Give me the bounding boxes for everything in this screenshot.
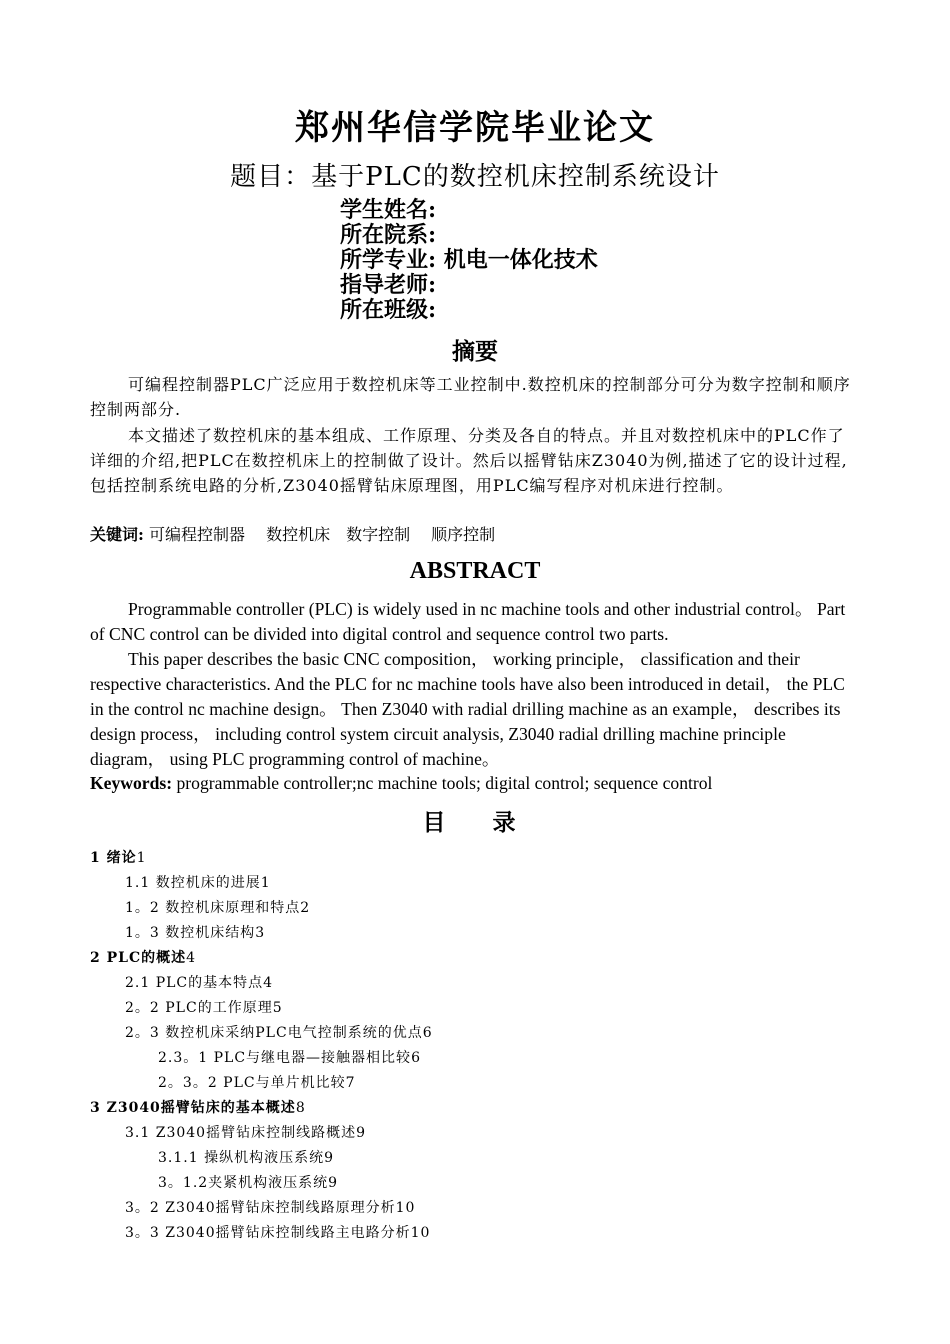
info-row-name — [340, 198, 598, 223]
info-value: 机电一体化技术 — [436, 247, 598, 273]
toc-item-text: 3 Z3040摇臂钻床的基本概述 — [90, 1100, 296, 1116]
toc-item-text: 2。2 PLC的工作原理 — [125, 1000, 273, 1016]
toc-item-page: 9 — [324, 1150, 334, 1166]
toc-item-page: 4 — [263, 975, 274, 991]
abstract-en-paragraph-1: Programmable controller (PLC) is widely used in nc machine tools and other industrial control。 Part of CNC control can be divided into digital control and sequence control two parts. — [90, 599, 846, 644]
student-info-block — [340, 198, 598, 323]
toc-item-text: 2.3。1 PLC与继电器—接触器相比较 — [158, 1050, 412, 1066]
info-row-advisor — [340, 273, 598, 298]
toc-item-text: 1。3 数控机床结构 — [125, 925, 256, 941]
toc-item[interactable] — [90, 946, 196, 970]
toc-item-text: 3。3 Z3040摇臂钻床控制线路主电路分析 — [125, 1225, 411, 1241]
toc-item-page: 9 — [328, 1175, 339, 1191]
toc-item-page: 6 — [422, 1025, 433, 1041]
toc-item[interactable] — [158, 1171, 338, 1195]
abstract-cn-keywords — [90, 522, 495, 548]
toc-item-text: 1.1 数控机床的进展 — [125, 875, 261, 891]
toc-item-page: 10 — [395, 1200, 416, 1216]
toc-item[interactable] — [125, 1196, 415, 1220]
toc-item-text: 1 绪论 — [90, 850, 137, 866]
toc-item-text: 3.1.1 操纵机构液压系统 — [158, 1150, 325, 1166]
thesis-subtitle: 题目：基于PLC的数控机床控制系统设计 — [230, 162, 720, 192]
toc-item-text: 3.1 Z3040摇臂钻床控制线路概述 — [125, 1125, 357, 1141]
toc-item[interactable] — [125, 1221, 430, 1245]
abstract-en-heading: ABSTRACT — [409, 558, 541, 584]
info-label: 学生姓名: — [340, 197, 437, 223]
toc-item[interactable] — [158, 1046, 421, 1070]
toc-item-page: 10 — [410, 1225, 431, 1241]
toc-item-page: 5 — [272, 1000, 283, 1016]
toc-item[interactable] — [125, 971, 273, 995]
toc-item-page: 9 — [356, 1125, 366, 1141]
info-label: 所学专业: — [340, 247, 437, 273]
abstract-cn-paragraph-1: 可编程控制器PLC广泛应用于数控机床等工业控制中.数控机床的控制部分可分为数字控制和顺序控制两部分. — [90, 375, 851, 419]
toc-item[interactable] — [158, 1071, 356, 1095]
toc-item-page: 7 — [345, 1075, 356, 1091]
thesis-title: 郑州华信学院毕业论文 — [295, 108, 655, 148]
toc-item-text: 2 PLC的概述 — [90, 950, 187, 966]
toc-item-text: 2。3。2 PLC与单片机比较 — [158, 1075, 346, 1091]
toc-item-page: 2 — [300, 900, 311, 916]
abstract-cn-paragraph-2: 本文描述了数控机床的基本组成、工作原理、分类及各自的特点。并且对数控机床中的PLC作了详细的介绍,把PLC在数控机床上的控制做了设计。然后以摇臂钻床Z3040为例,描述了它的设计过程,包括控制系统电路的分析,Z3040摇臂钻床原理图，用PLC编写程序对机床进行控制。 — [90, 426, 848, 495]
info-label: 指导老师: — [340, 272, 437, 298]
toc-item-text: 2.1 PLC的基本特点 — [125, 975, 264, 991]
abstract-en-paragraph-2: This paper describes the basic CNC composition， working principle， classification and their respective characteristics. And the PLC for nc machine tools have also been introduced in detail， the PLC in the control nc machine design。 Then Z3040 with radial drilling machine as an example， describes its design process， including control system circuit analysis, Z3040 radial drilling machine principle diagram， using PLC programming control of machine。 — [90, 649, 845, 769]
abstract-en-keywords — [90, 771, 712, 796]
toc-item[interactable] — [90, 1096, 306, 1120]
keywords-label: 关键词: — [90, 525, 144, 544]
toc-item-text: 2。3 数控机床采纳PLC电气控制系统的优点 — [125, 1025, 423, 1041]
toc-item-page: 6 — [411, 1050, 421, 1066]
keywords-text: programmable controller;nc machine tools; digital control; sequence control — [172, 773, 713, 793]
info-row-department — [340, 223, 598, 248]
keywords-label: Keywords: — [90, 773, 173, 793]
toc-item[interactable] — [90, 846, 147, 870]
info-label: 所在院系: — [340, 222, 437, 248]
abstract-cn-heading: 摘要 — [452, 338, 498, 365]
toc-item-page: 1 — [136, 850, 147, 866]
info-row-major — [340, 248, 598, 273]
toc-item-text: 3。2 Z3040摇臂钻床控制线路原理分析 — [125, 1200, 396, 1216]
toc-item[interactable] — [158, 1146, 334, 1170]
toc-item-page: 3 — [255, 925, 266, 941]
toc-item[interactable] — [125, 1021, 433, 1045]
toc-item-text: 3。1.2夹紧机构液压系统 — [158, 1175, 329, 1191]
toc-item-page: 4 — [186, 950, 197, 966]
info-row-class — [340, 298, 598, 323]
toc-item[interactable] — [125, 996, 283, 1020]
toc-item[interactable] — [125, 1121, 366, 1145]
toc-item[interactable] — [125, 871, 271, 895]
toc-item-text: 1。2 数控机床原理和特点 — [125, 900, 301, 916]
toc-item-page: 1 — [260, 875, 271, 891]
info-label: 所在班级: — [340, 297, 437, 323]
toc-item[interactable] — [125, 896, 310, 920]
toc-item[interactable] — [125, 921, 265, 945]
toc-item-page: 8 — [295, 1100, 306, 1116]
keywords-text: 可编程控制器 数控机床 数字控制 顺序控制 — [143, 525, 496, 544]
toc-heading: 目 录 — [422, 809, 528, 836]
